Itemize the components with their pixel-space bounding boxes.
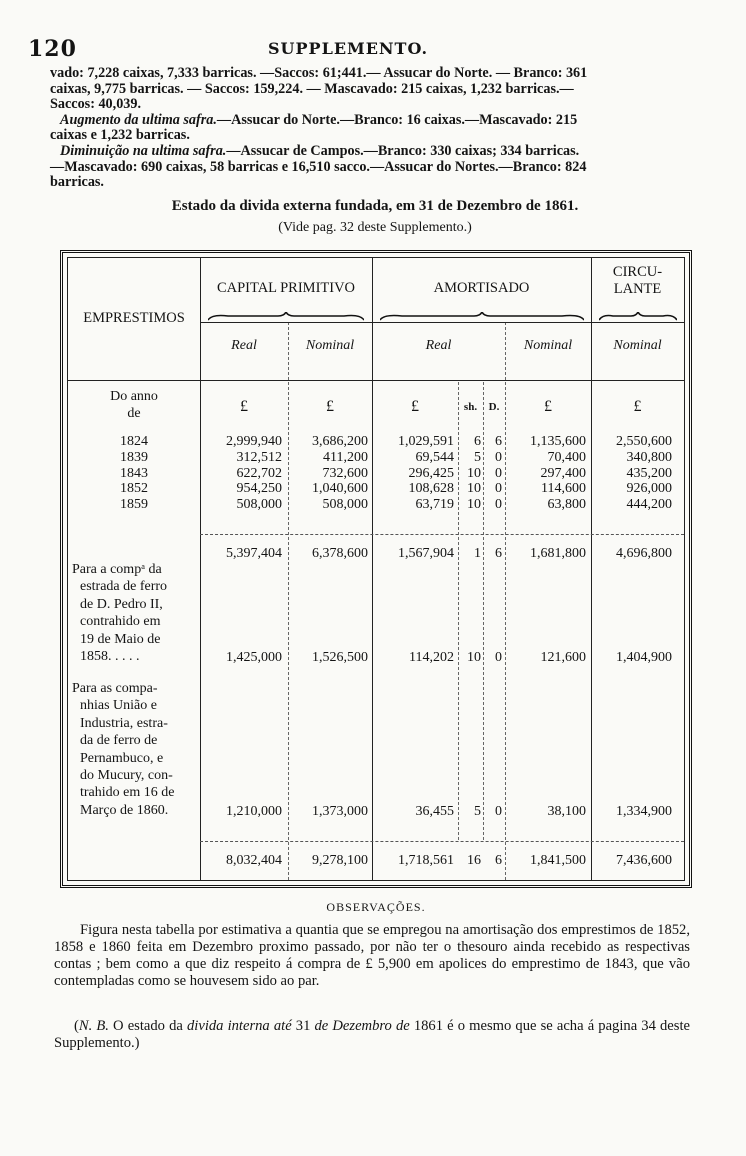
data-cell: 0 <box>495 497 502 513</box>
intro-paragraph <box>50 66 690 191</box>
header-rule <box>68 380 684 381</box>
subtotal-cell: 5,397,404 <box>226 546 282 561</box>
circulante-header <box>591 264 684 298</box>
pence-label: D. <box>488 401 500 413</box>
data-cell: 444,200 <box>626 497 672 513</box>
shillings-label: sh. <box>463 401 478 413</box>
data-cell: 63,719 <box>415 497 454 513</box>
cap-nominal-column <box>288 434 368 513</box>
total-cell: 1,841,500 <box>530 853 586 868</box>
data-cell: 2,999,940 <box>226 434 282 449</box>
cap-real-column <box>200 434 282 513</box>
data-cell: 2,550,600 <box>616 434 672 449</box>
year-cell: 1824 <box>120 434 148 449</box>
am-nominal-column <box>505 434 586 513</box>
subtotal-cell: 6 <box>495 546 502 561</box>
pound-symbol: £ <box>544 398 552 415</box>
nb-part: ( <box>74 1018 79 1034</box>
total-cell: 9,278,100 <box>312 853 368 868</box>
companhias-cell: 36,455 <box>415 804 454 819</box>
total-cell: 7,436,600 <box>616 853 672 868</box>
capital-brace <box>208 312 364 322</box>
data-cell: 10 <box>467 465 481 481</box>
data-cell: 732,600 <box>322 465 368 481</box>
intro-line <box>50 113 690 129</box>
augmento-text: —Assucar do Norte.—Branco: 16 caixas.—Mascavado: 215 <box>216 111 578 128</box>
header-rule <box>200 322 684 323</box>
companhias-cell: 1,373,000 <box>312 804 368 819</box>
description-line: de D. Pedro II, <box>80 596 163 612</box>
data-cell: 312,512 <box>236 449 282 465</box>
pound-symbol: £ <box>633 398 642 415</box>
data-cell: 622,702 <box>236 465 282 481</box>
data-cell: 508,000 <box>236 497 282 513</box>
year-column <box>68 434 200 513</box>
data-cell: 5 <box>474 449 481 465</box>
data-cell: 508,000 <box>322 497 368 513</box>
data-cell: 435,200 <box>626 465 672 481</box>
nb-part: N. B. <box>78 1018 109 1034</box>
companhias-cell: 1,210,000 <box>226 804 282 819</box>
nb-part: divida interna até <box>186 1018 292 1034</box>
description-line: Pernambuco, e <box>80 750 164 766</box>
companhias-cell: 38,100 <box>547 804 586 819</box>
intro-line <box>50 144 690 160</box>
nota-bene <box>54 1018 690 1052</box>
am-real-subheader: Real <box>425 338 452 353</box>
intro-line: barricas. <box>50 174 104 191</box>
data-cell: 1,135,600 <box>530 434 586 449</box>
subtotal-rule <box>200 534 684 535</box>
intro-line: Saccos: 40,039. <box>50 96 142 113</box>
augmento-label: Augmento da ultima safra. <box>60 111 217 128</box>
data-cell: 0 <box>495 449 502 465</box>
description-line: nhias União e <box>80 698 157 714</box>
pedro-cell: 0 <box>495 650 502 665</box>
description-line: Março de 1860. <box>80 802 169 818</box>
page-header <box>28 36 698 62</box>
nb-part: 31 <box>291 1018 315 1034</box>
data-cell: 10 <box>467 481 481 497</box>
pound-symbol: £ <box>240 398 248 415</box>
total-cell: 1,718,561 <box>398 853 454 868</box>
data-cell: 0 <box>495 481 502 497</box>
companhias-cell: 0 <box>495 804 502 819</box>
description-line: 19 de Maio de <box>80 631 161 647</box>
am-nominal-subheader: Nominal <box>523 338 573 353</box>
description-line: da de ferro de <box>80 733 158 749</box>
debt-table-body <box>67 257 685 881</box>
circ-nominal-subheader: Nominal <box>613 338 662 353</box>
circulante-header-line: LANTE <box>613 281 662 297</box>
circulante-brace <box>599 312 677 322</box>
intro-line: vado: 7,228 caixas, 7,333 barricas. —Saccos: 61;441.— Assucar do Norte. — Branco: 361 <box>50 65 588 81</box>
subtotal-cell: 1,567,904 <box>398 546 454 561</box>
total-rule <box>200 841 684 842</box>
section-title: Estado da divida externa fundada, em 31 de Dezembro de 1861. <box>171 198 579 214</box>
data-cell: 1,029,591 <box>398 434 454 449</box>
companhias-cell: 1,334,900 <box>616 804 672 819</box>
description-line: contrahido em <box>80 614 161 630</box>
total-cell: 16 <box>467 853 481 868</box>
total-cell: 6 <box>495 853 502 868</box>
data-cell: 6 <box>474 434 481 449</box>
data-cell: 63,800 <box>547 497 586 513</box>
nb-part: O estado da <box>108 1018 187 1034</box>
vide-reference: (Vide pag. 32 deste Supplemento.) <box>278 220 472 235</box>
cap-nominal-subheader: Nominal <box>305 338 355 353</box>
circulante-header-line: CIRCU- <box>612 264 663 280</box>
do-anno-label <box>68 388 200 422</box>
pedro-cell: 121,600 <box>540 650 586 665</box>
companhias-loan-description <box>72 680 196 819</box>
data-cell: 954,250 <box>236 481 282 497</box>
cap-real-subheader: Real <box>231 338 257 353</box>
amortisado-header: AMORTISADO <box>433 280 530 296</box>
data-cell: 411,200 <box>323 449 368 465</box>
do-anno-line: de <box>127 406 141 421</box>
description-line: Industria, estra- <box>80 715 168 731</box>
pedro-cell: 1,526,500 <box>312 650 368 665</box>
pedro-cell: 1,425,000 <box>226 650 282 665</box>
year-cell: 1859 <box>120 497 148 513</box>
year-cell: 1843 <box>120 465 148 481</box>
total-cell: 8,032,404 <box>226 853 282 868</box>
emprestimos-header: EMPRESTIMOS <box>83 310 185 326</box>
data-cell: 926,000 <box>626 481 672 497</box>
data-cell: 6 <box>495 434 502 449</box>
nb-part: de Dezembro de <box>314 1018 410 1034</box>
year-cell: 1839 <box>120 449 148 465</box>
pedro-cell: 10 <box>467 650 481 665</box>
year-cell: 1852 <box>120 481 148 497</box>
pound-symbol: £ <box>411 398 419 415</box>
companhias-cell: 5 <box>474 804 481 819</box>
diminuicao-label: Diminuição na ultima safra. <box>60 142 227 159</box>
intro-line: caixas e 1,232 barricas. <box>50 127 190 144</box>
circulante-column <box>591 434 672 513</box>
data-cell: 0 <box>495 465 502 481</box>
pedro-cell: 114,202 <box>409 650 454 665</box>
am-real-column <box>372 434 454 513</box>
running-title: SUPPLEMENTO. <box>268 39 429 58</box>
subtotal-cell: 6,378,600 <box>312 546 368 561</box>
pedro-cell: 1,404,900 <box>616 650 672 665</box>
debt-table <box>60 250 692 888</box>
nb-part: 1861 é o mesmo que se acha á pagina 34 deste Supplemento.) <box>54 1018 690 1051</box>
pound-symbol: £ <box>326 398 334 415</box>
description-line: estrada de ferro <box>80 579 168 595</box>
subtotal-cell: 4,696,800 <box>616 546 672 561</box>
subtotal-cell: 1,681,800 <box>530 546 586 561</box>
capital-primitivo-header: CAPITAL PRIMITIVO <box>216 280 356 296</box>
data-cell: 114,600 <box>541 481 586 497</box>
data-cell: 297,400 <box>540 465 586 481</box>
data-cell: 3,686,200 <box>312 434 368 449</box>
data-cell: 1,040,600 <box>312 481 368 497</box>
description-line: do Mucury, con- <box>80 768 173 784</box>
data-cell: 296,425 <box>408 465 454 481</box>
data-cell: 10 <box>467 497 481 513</box>
observacoes-title: OBSERVAÇÕES. <box>326 900 426 914</box>
data-cell: 70,400 <box>547 449 586 465</box>
page-number: 120 <box>28 36 77 62</box>
pedro-loan-description <box>72 561 196 665</box>
description-line: Para as compa- <box>72 681 158 696</box>
intro-line: —Mascavado: 690 caixas, 58 barricas e 16,510 sacco.—Assucar do Nortes.—Branco: 824 <box>50 158 587 175</box>
do-anno-line: Do anno <box>110 389 158 404</box>
amortisado-brace <box>380 312 584 322</box>
data-cell: 69,544 <box>415 449 454 465</box>
description-line: Para a compᵃ da <box>72 562 162 577</box>
observacoes-text: Figura nesta tabella por estimativa a quantia que se empregou na amortisação dos emprestimos de 1852, 1858 e 1860 feita em Dezembro proximo passado, por não ter o thesouro ainda recebido as respectivas contas ; bem como a que diz respeito á compra de £ 5,900 em apolices do emprestimo de 1843, que vão contempladas como se houvesem sido ao par. <box>54 922 690 989</box>
intro-line: caixas, 9,775 barricas. — Saccos: 159,224. — Mascavado: 215 caixas, 1,232 barricas.— <box>50 80 574 97</box>
subtotal-cell: 1 <box>474 546 481 561</box>
data-cell: 108,628 <box>408 481 454 497</box>
description-line: trahido em 16 de <box>80 785 175 801</box>
am-d-column <box>483 434 502 513</box>
description-line: 1858. . . . . <box>80 649 140 665</box>
diminuicao-text: —Assucar de Campos.—Branco: 330 caixas; 334 barricas. <box>226 142 580 159</box>
am-sh-column <box>458 434 481 513</box>
data-cell: 340,800 <box>626 449 672 465</box>
